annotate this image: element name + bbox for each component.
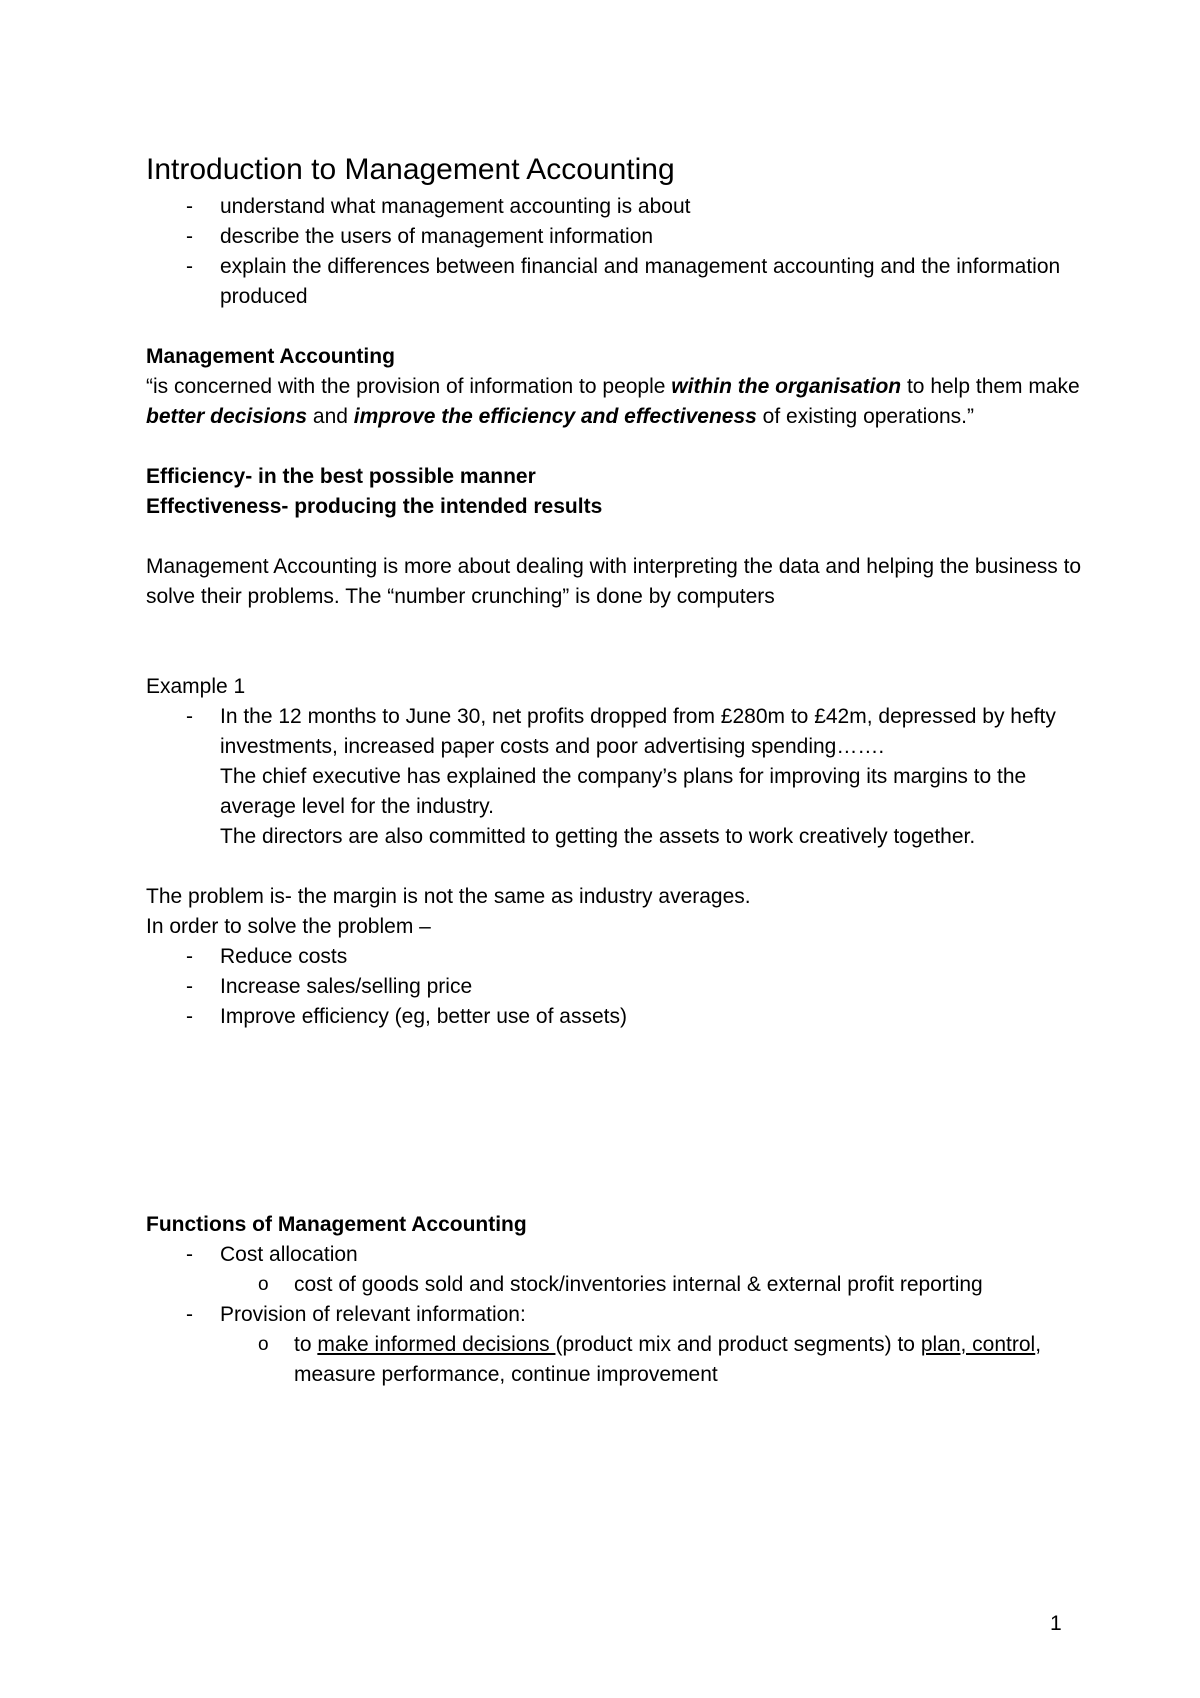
- objectives-list: [146, 192, 1086, 312]
- example-list: [146, 702, 1086, 852]
- example-heading: Example 1: [146, 675, 246, 698]
- problem-intro: In order to solve the problem –: [146, 915, 431, 938]
- dash-bullet: -: [186, 975, 193, 998]
- efficiency-definition: Efficiency- in the best possible manner: [146, 465, 536, 488]
- example-line: The chief executive has explained the company’s plans for improving its margins to the average level for the industry.: [220, 765, 1027, 818]
- list-item: [146, 702, 1086, 852]
- dash-bullet: -: [186, 705, 193, 728]
- dash-bullet: -: [186, 255, 193, 278]
- page-content: [146, 150, 1086, 1390]
- summary-paragraph: Management Accounting is more about dealing with interpreting the data and helping the business to solve their problems. The “number crunching” is done by computers: [146, 555, 1082, 608]
- section-heading-management-accounting: Management Accounting: [146, 345, 395, 368]
- circle-bullet: o: [258, 1334, 269, 1355]
- example-line: In the 12 months to June 30, net profits dropped from £280m to £42m, depressed by hefty investments, increased paper costs and poor advertising spending…….: [220, 705, 1056, 758]
- page-number: 1: [1050, 1612, 1062, 1635]
- dash-bullet: -: [186, 225, 193, 248]
- list-item: - Increase sales/selling price: [146, 972, 1086, 1002]
- effectiveness-definition: Effectiveness- producing the intended results: [146, 495, 603, 518]
- dash-bullet: -: [186, 1303, 193, 1326]
- list-item: - Reduce costs: [146, 942, 1086, 972]
- functions-list: [146, 1240, 1086, 1390]
- list-item: - Improve efficiency (eg, better use of assets): [146, 1002, 1086, 1032]
- problem-statement: The problem is- the margin is not the same as industry averages.: [146, 885, 751, 908]
- example-line: The directors are also committed to getting the assets to work creatively together.: [220, 825, 976, 848]
- list-item: - understand what management accounting is about: [146, 192, 1086, 222]
- dash-bullet: -: [186, 1243, 193, 1266]
- solutions-list: [146, 942, 1086, 1032]
- sub-list-item: o cost of goods sold and stock/inventories internal & external profit reporting: [220, 1270, 1086, 1300]
- sub-list-item: o to make informed decisions (product mix and product segments) to plan, control, measure performance, continue improvement: [220, 1330, 1086, 1390]
- list-item: - explain the differences between financial and management accounting and the information produced: [146, 252, 1086, 312]
- sub-list: [220, 1330, 1086, 1390]
- dash-bullet: -: [186, 1005, 193, 1028]
- circle-bullet: o: [258, 1274, 269, 1295]
- list-item: - Cost allocation o cost of goods sold and stock/inventories internal & external profit reporting: [146, 1240, 1086, 1300]
- dash-bullet: -: [186, 195, 193, 218]
- list-item: - describe the users of management information: [146, 222, 1086, 252]
- sub-list: [220, 1270, 1086, 1300]
- dash-bullet: -: [186, 945, 193, 968]
- definition-paragraph: “is concerned with the provision of information to people within the organisation to help them make better decisions and improve the efficiency and effectiveness of existing operations.”: [146, 375, 1080, 428]
- list-item: - Provision of relevant information: o to make informed decisions (product mix and product segments) to plan, control, measure performance, continue improvement: [146, 1300, 1086, 1390]
- section-heading-functions: Functions of Management Accounting: [146, 1213, 527, 1236]
- page-title: Introduction to Management Accounting: [146, 153, 675, 186]
